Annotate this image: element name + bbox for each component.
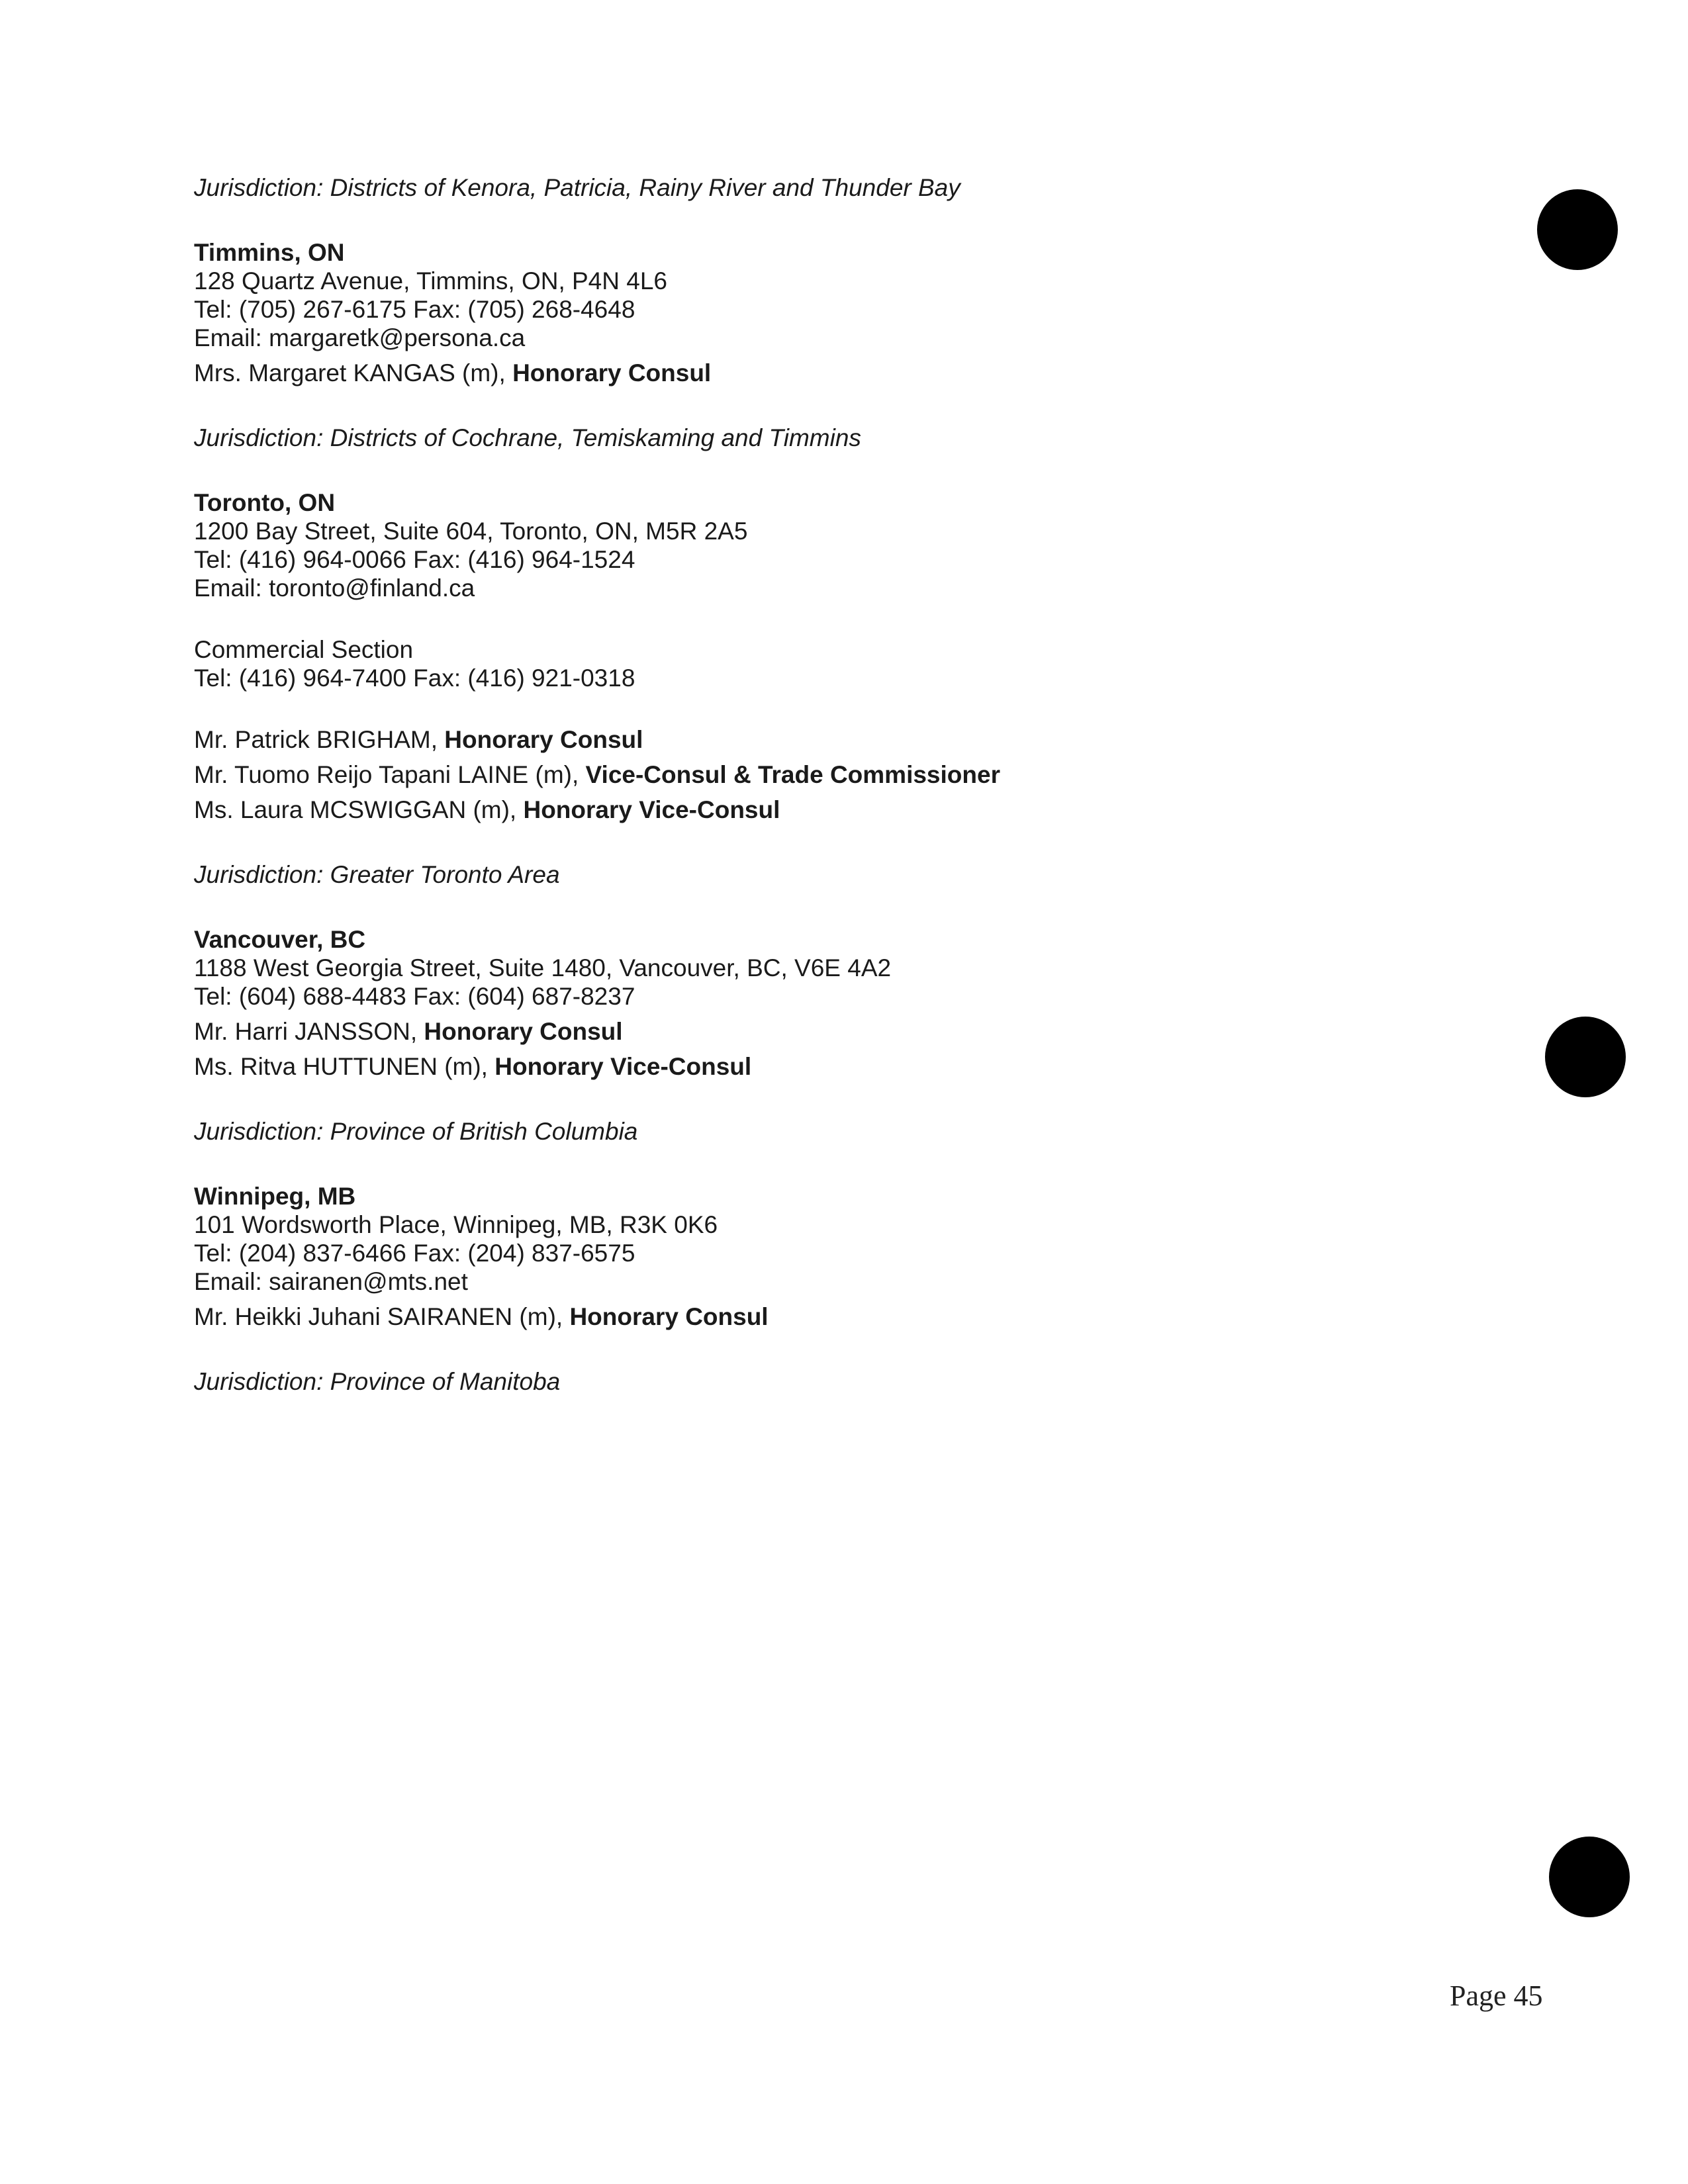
office-block-winnipeg bbox=[194, 1182, 1452, 1396]
commercial-section-label: Commercial Section bbox=[194, 636, 414, 663]
office-block-toronto bbox=[194, 488, 1452, 889]
official-entry bbox=[194, 725, 1452, 754]
jurisdiction-prefix: Jurisdiction: bbox=[194, 1118, 324, 1145]
jurisdiction-text: Province of Manitoba bbox=[330, 1368, 561, 1395]
jurisdiction-line bbox=[194, 1367, 1452, 1396]
jurisdiction-prefix: Jurisdiction: bbox=[194, 424, 324, 451]
official-name: Mr. Harri JANSSON, bbox=[194, 1018, 424, 1045]
office-address: 101 Wordsworth Place, Winnipeg, MB, R3K 0K6 bbox=[194, 1211, 718, 1238]
office-tel-fax: Tel: (416) 964-0066 Fax: (416) 964-1524 bbox=[194, 546, 635, 573]
jurisdiction-prefix: Jurisdiction: bbox=[194, 861, 324, 888]
office-tel-fax: Tel: (705) 267-6175 Fax: (705) 268-4648 bbox=[194, 296, 635, 323]
official-title: Honorary Consul bbox=[569, 1303, 769, 1330]
official-entry bbox=[194, 359, 1452, 387]
jurisdiction-text: Districts of Kenora, Patricia, Rainy River and Thunder Bay bbox=[330, 174, 961, 201]
office-city: Winnipeg, MB bbox=[194, 1183, 356, 1210]
official-name: Mr. Heikki Juhani SAIRANEN (m), bbox=[194, 1303, 570, 1330]
official-entry bbox=[194, 1302, 1452, 1331]
punch-hole-bottom bbox=[1549, 1837, 1630, 1917]
office-tel-fax: Tel: (204) 837-6466 Fax: (204) 837-6575 bbox=[194, 1240, 635, 1267]
jurisdiction-text: Districts of Cochrane, Temiskaming and Timmins bbox=[330, 424, 861, 451]
office-email: Email: sairanen@mts.net bbox=[194, 1268, 468, 1295]
office-email: Email: toronto@finland.ca bbox=[194, 574, 475, 602]
office-block-vancouver bbox=[194, 925, 1452, 1146]
jurisdiction-text: Greater Toronto Area bbox=[330, 861, 560, 888]
punch-hole-middle bbox=[1545, 1017, 1626, 1097]
official-title: Honorary Vice-Consul bbox=[494, 1053, 752, 1080]
official-title: Vice-Consul & Trade Commissioner bbox=[585, 761, 1000, 788]
office-city: Timmins, ON bbox=[194, 239, 345, 266]
office-address: 1200 Bay Street, Suite 604, Toronto, ON, M5R 2A5 bbox=[194, 518, 748, 545]
official-name: Ms. Laura MCSWIGGAN (m), bbox=[194, 796, 524, 823]
official-title: Honorary Consul bbox=[424, 1018, 623, 1045]
commercial-section-tel-fax: Tel: (416) 964-7400 Fax: (416) 921-0318 bbox=[194, 664, 635, 692]
official-entry bbox=[194, 1017, 1452, 1046]
official-title: Honorary Consul bbox=[512, 359, 712, 387]
official-title: Honorary Vice-Consul bbox=[523, 796, 780, 823]
official-entry bbox=[194, 760, 1452, 789]
office-address: 1188 West Georgia Street, Suite 1480, Vancouver, BC, V6E 4A2 bbox=[194, 954, 892, 981]
jurisdiction-prefix: Jurisdiction: bbox=[194, 174, 324, 201]
office-block-timmins bbox=[194, 238, 1452, 452]
official-name: Mr. Patrick BRIGHAM, bbox=[194, 726, 445, 753]
office-city: Toronto, ON bbox=[194, 489, 336, 516]
official-name: Mr. Tuomo Reijo Tapani LAINE (m), bbox=[194, 761, 586, 788]
official-name: Ms. Ritva HUTTUNEN (m), bbox=[194, 1053, 495, 1080]
official-name: Mrs. Margaret KANGAS (m), bbox=[194, 359, 513, 387]
office-email: Email: margaretk@persona.ca bbox=[194, 324, 526, 351]
office-city: Vancouver, BC bbox=[194, 926, 366, 953]
official-entry bbox=[194, 796, 1452, 824]
jurisdiction-line bbox=[194, 173, 1452, 202]
jurisdiction-line bbox=[194, 1117, 1452, 1146]
consulate-listing bbox=[194, 173, 1452, 1396]
jurisdiction-prefix: Jurisdiction: bbox=[194, 1368, 324, 1395]
office-address: 128 Quartz Avenue, Timmins, ON, P4N 4L6 bbox=[194, 267, 667, 295]
official-entry bbox=[194, 1052, 1452, 1081]
jurisdiction-line bbox=[194, 424, 1452, 452]
jurisdiction-text: Province of British Columbia bbox=[330, 1118, 638, 1145]
office-tel-fax: Tel: (604) 688-4483 Fax: (604) 687-8237 bbox=[194, 983, 635, 1010]
punch-hole-top bbox=[1537, 189, 1618, 270]
page-number: Page 45 bbox=[1450, 1979, 1543, 2012]
official-title: Honorary Consul bbox=[444, 726, 643, 753]
jurisdiction-line bbox=[194, 860, 1452, 889]
